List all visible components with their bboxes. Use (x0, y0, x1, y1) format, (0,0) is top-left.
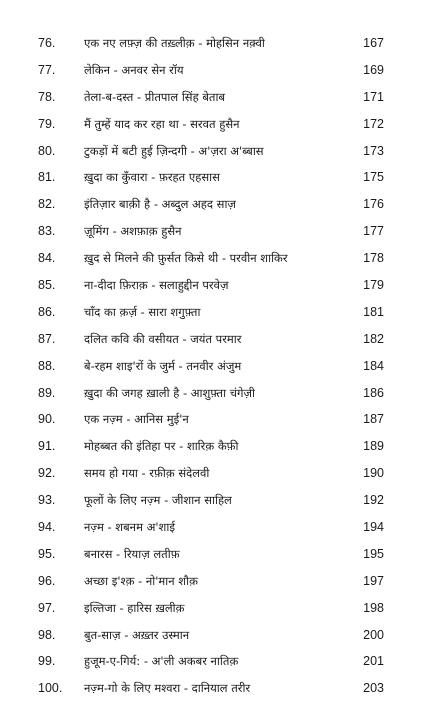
toc-entry-number: 91. (38, 439, 56, 454)
toc-entry-title: इल्तिजा - हारिस ख़लीक़ (84, 600, 185, 615)
toc-entry-title: एक नज़्म - आनिस मुई'न (84, 412, 189, 427)
toc-entry-title: लेकिन - अनवर सेन रॉय (84, 62, 184, 77)
toc-entry-title: मैं तुम्हें याद कर रहा था - सरवत हुसैन (84, 116, 240, 131)
toc-entry-number: 78. (38, 89, 56, 104)
toc-entry (0, 353, 440, 380)
toc-entry-page-number: 194 (363, 520, 384, 535)
toc-entry-page-number: 203 (363, 681, 384, 696)
toc-entry-number: 92. (38, 466, 56, 481)
toc-entry-page-number: 178 (363, 251, 384, 266)
toc-entry-page-number: 175 (363, 170, 384, 185)
toc-entry-title: ज़ूमिंग - अशफ़ाक़ हुसैन (84, 224, 182, 239)
toc-entry-number: 86. (38, 304, 56, 319)
toc-entry (0, 326, 440, 353)
toc-entry-page-number: 181 (363, 304, 384, 319)
toc-entry-title: बुत-साज़ - अख़्तर उस्मान (84, 627, 190, 642)
toc-entry-number: 83. (38, 224, 56, 239)
toc-entry-title: मोहब्बत की इंतिहा पर - शारिक़ कैफ़ी (84, 439, 239, 454)
toc-entry (0, 299, 440, 326)
toc-entry (0, 487, 440, 514)
toc-entry-title: एक नए लफ़्ज़ की तख़्लीक़ - मोहसिन नक़्वी (84, 36, 265, 50)
toc-entry-number: 97. (38, 600, 56, 615)
toc-entry-number: 96. (38, 573, 56, 588)
toc-entry-title: बनारस - रियाज़ लतीफ़ (84, 546, 180, 561)
toc-entry-title: ख़ुदा का कुँवारा - फ़रहत एहसास (84, 170, 220, 185)
toc-entry-page-number: 186 (363, 385, 384, 400)
toc-entry-title: ख़ुद से मिलने की फ़ुर्सत किसे थी - परवीन शाकिर (84, 251, 288, 266)
toc-entry-number: 94. (38, 520, 56, 535)
toc-entry (0, 218, 440, 245)
toc-entry-number: 84. (38, 251, 56, 266)
toc-entry-number: 89. (38, 385, 56, 400)
toc-entry-number: 76. (38, 36, 56, 50)
toc-entry (0, 622, 440, 649)
toc-entry-page-number: 184 (363, 358, 384, 373)
toc-entry-page-number: 190 (363, 466, 384, 481)
toc-entry (0, 272, 440, 299)
toc-entry-number: 93. (38, 493, 56, 508)
toc-entry (0, 541, 440, 568)
toc-entry-title: दलित कवि की वसीयत - जयंत परमार (84, 331, 242, 346)
toc-entry-page-number: 167 (363, 36, 384, 50)
toc-entry-page-number: 169 (363, 62, 384, 77)
toc-entry-page-number: 173 (363, 143, 384, 158)
toc-entry-page-number: 195 (363, 546, 384, 561)
toc-entry-title: नज़्म - शबनम अ'शाई (84, 520, 175, 535)
toc-entry-number: 99. (38, 654, 56, 669)
toc-entry-title: टुकड़ों में बटी हुई ज़िन्दगी - अ'ज़रा अ'ब्बास (84, 143, 264, 158)
toc-entry-title: चाँद का क़र्ज़ - सारा शगुफ़्ता (84, 304, 201, 319)
table-of-contents (0, 30, 440, 702)
toc-entry-title: इंतिज़ार बाक़ी है - अब्दुल अहद साज़ (84, 197, 236, 212)
toc-entry-page-number: 176 (363, 197, 384, 212)
toc-entry (0, 191, 440, 218)
toc-entry-page-number: 187 (363, 412, 384, 427)
toc-entry-title: फूलों के लिए नज़्म - जीशान साहिल (84, 493, 232, 508)
toc-entry-number: 79. (38, 116, 56, 131)
toc-entry (0, 595, 440, 622)
toc-entry-page-number: 192 (363, 493, 384, 508)
toc-entry (0, 30, 440, 57)
toc-entry-page-number: 179 (363, 278, 384, 293)
toc-entry (0, 111, 440, 138)
toc-entry (0, 164, 440, 191)
toc-entry (0, 406, 440, 433)
toc-entry-title: ना-दीदा फ़िराक़ - सलाहुद्दीन परवेज़ (84, 278, 229, 293)
toc-entry-number: 90. (38, 412, 56, 427)
toc-entry (0, 460, 440, 487)
toc-entry-number: 87. (38, 331, 56, 346)
toc-entry (0, 245, 440, 272)
toc-entry (0, 675, 440, 702)
toc-entry-page-number: 182 (363, 331, 384, 346)
toc-entry-title: तेला-ब-दस्त - प्रीतपाल सिंह बेताब (84, 89, 226, 104)
toc-entry (0, 433, 440, 460)
toc-entry-number: 77. (38, 62, 56, 77)
toc-entry-page-number: 200 (363, 627, 384, 642)
toc-entry (0, 380, 440, 407)
toc-entry-title: समय हो गया - रफ़ीक़ संदेलवी (84, 466, 210, 481)
toc-entry-title: नज़्म-गो के लिए मश्वरा - दानियाल तरीर (84, 681, 251, 696)
toc-entry-title: बे-रहम शाइ'रों के जुर्म - तनवीर अंजुम (84, 358, 242, 373)
toc-entry-page-number: 171 (363, 89, 384, 104)
toc-entry-number: 85. (38, 278, 56, 293)
toc-entry-page-number: 197 (363, 573, 384, 588)
toc-entry-number: 100. (38, 681, 63, 696)
toc-entry-number: 88. (38, 358, 56, 373)
toc-entry-number: 80. (38, 143, 56, 158)
toc-entry (0, 514, 440, 541)
toc-entry (0, 568, 440, 595)
toc-entry-number: 82. (38, 197, 56, 212)
toc-entry (0, 648, 440, 675)
toc-entry (0, 138, 440, 165)
toc-entry-number: 95. (38, 546, 56, 561)
toc-entry-page-number: 198 (363, 600, 384, 615)
toc-entry-number: 81. (38, 170, 56, 185)
toc-entry-page-number: 172 (363, 116, 384, 131)
toc-entry-page-number: 189 (363, 439, 384, 454)
toc-entry-title: अच्छा इ'श्क़ - नो'मान शौक़ (84, 573, 198, 588)
toc-entry-title: हुजूम-ए-गिर्य: - अ'ली अकबर नातिक़ (84, 654, 239, 669)
toc-entry-number: 98. (38, 627, 56, 642)
toc-entry-page-number: 201 (363, 654, 384, 669)
toc-entry (0, 57, 440, 84)
toc-entry-title: ख़ुदा की जगह ख़ाली है - आशुफ़्ता चंगेज़ी (84, 385, 256, 400)
toc-entry-page-number: 177 (363, 224, 384, 239)
toc-entry (0, 84, 440, 111)
